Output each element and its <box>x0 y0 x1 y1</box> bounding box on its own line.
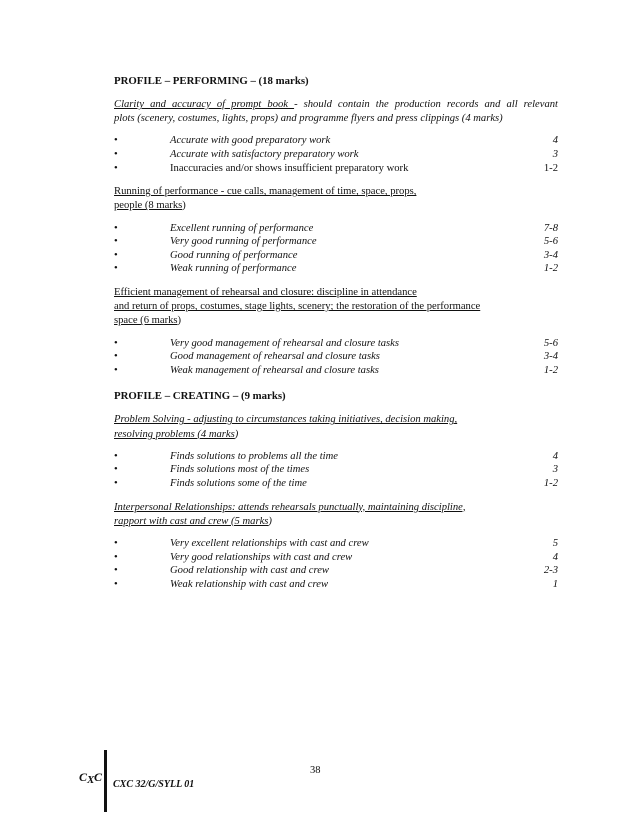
criterion-text: plots (scenery, costumes, lights, props) and programme flyers and press clippings (4 marks) <box>114 113 503 125</box>
criterion-description <box>114 98 558 126</box>
list-item <box>114 222 558 236</box>
item-marks: 1-2 <box>543 477 558 489</box>
bullet-icon: • <box>114 222 118 234</box>
list-item <box>114 262 558 276</box>
item-description: Finds solutions to problems all the time <box>170 450 338 462</box>
item-marks: 3 <box>552 464 558 476</box>
list-item <box>114 337 558 351</box>
item-description: Accurate with satisfactory preparatory work <box>170 149 359 160</box>
item-description: Inaccuracies and/or shows insufficient preparatory work <box>170 162 409 174</box>
bullet-icon: • <box>114 578 118 590</box>
criterion-title: space (6 marks <box>114 315 178 327</box>
item-description: Very good management of rehearsal and closure tasks <box>170 337 400 349</box>
criterion-text: ) <box>268 515 272 527</box>
list-item <box>114 477 558 491</box>
item-description: Very good running of performance <box>170 236 317 248</box>
list-item <box>114 249 558 263</box>
bullet-icon: • <box>114 464 118 476</box>
criterion-text: ) <box>182 200 186 212</box>
list-item <box>114 578 558 592</box>
document-body <box>114 74 558 591</box>
item-marks: 5-6 <box>543 337 558 349</box>
marks-list <box>114 450 558 491</box>
list-item <box>114 235 558 249</box>
item-description: Weak running of performance <box>170 263 297 275</box>
list-item <box>114 551 558 565</box>
criterion-title: resolving problems (4 marks <box>114 428 235 440</box>
section-heading: PROFILE – CREATING – (9 marks) <box>114 390 286 403</box>
list-item <box>114 162 558 176</box>
item-marks: 4 <box>552 450 558 462</box>
criterion-line <box>114 112 558 126</box>
syllabus-code: CXC 32/G/SYLL 01 <box>113 779 195 790</box>
item-marks: 1-2 <box>543 263 558 275</box>
item-marks: 1-2 <box>543 162 558 174</box>
criterion-line <box>114 199 558 213</box>
list-item <box>114 134 558 148</box>
criterion-description <box>114 413 558 441</box>
item-marks: 1-2 <box>543 364 558 376</box>
criterion-title: Clarity and accuracy of prompt book <box>114 99 295 110</box>
criterion-line <box>114 428 558 442</box>
svg-text:X: X <box>87 774 95 786</box>
criterion-line <box>114 515 558 529</box>
item-description: Excellent running of performance <box>170 222 314 234</box>
bullet-icon: • <box>114 351 118 363</box>
item-description: Finds solutions most of the times <box>170 464 310 476</box>
criterion-line <box>114 286 558 300</box>
bullet-icon: • <box>114 364 118 376</box>
item-description: Good relationship with cast and crew <box>170 565 329 577</box>
item-description: Good running of performance <box>170 249 298 261</box>
list-item <box>114 450 558 464</box>
item-marks: 7-8 <box>543 222 558 234</box>
list-item <box>114 350 558 364</box>
criterion-title: Interpersonal Relationships: attends rehearsals punctually, maintaining discipline, <box>114 501 466 513</box>
item-description: Good management of rehearsal and closure tasks <box>170 351 380 363</box>
marks-list <box>114 134 558 175</box>
bullet-icon: • <box>114 236 118 248</box>
criterion-title: and return of props, costumes, stage lights, scenery; the restoration of the performance <box>114 301 481 313</box>
marks-list <box>114 537 558 591</box>
criterion-text: ) <box>234 428 239 440</box>
criterion-line <box>114 300 558 314</box>
bullet-icon: • <box>114 263 118 275</box>
bullet-icon: • <box>114 249 118 261</box>
criterion-text: - should contain the production records and all relevant <box>294 99 558 110</box>
list-item <box>114 148 558 162</box>
bullet-icon: • <box>114 450 118 462</box>
section-heading: PROFILE – PERFORMING – (18 marks) <box>114 75 309 87</box>
criterion-title: Running of performance - cue calls, management of time, space, props, <box>114 186 417 198</box>
criterion-line <box>114 501 558 515</box>
marks-list <box>114 222 558 276</box>
bullet-icon: • <box>114 477 118 489</box>
bullet-icon: • <box>114 565 118 577</box>
item-marks: 4 <box>552 551 558 563</box>
bullet-icon: • <box>114 551 118 563</box>
criterion-title: rapport with cast and crew (5 marks <box>114 515 269 527</box>
list-item <box>114 463 558 477</box>
item-marks: 3-4 <box>543 351 558 363</box>
criterion-description <box>114 286 558 329</box>
bullet-icon: • <box>114 135 118 147</box>
bullet-icon: • <box>114 537 118 549</box>
criterion-title: people (8 marks <box>114 200 183 212</box>
list-item <box>114 564 558 578</box>
criterion-line <box>114 314 558 328</box>
item-description: Weak relationship with cast and crew <box>170 578 329 590</box>
criterion-text: ) <box>177 315 182 327</box>
item-marks: 3 <box>552 149 558 160</box>
item-marks: 1 <box>552 578 558 590</box>
bullet-icon: • <box>114 337 118 349</box>
criterion-description <box>114 501 558 529</box>
item-description: Very good relationships with cast and crew <box>170 551 353 563</box>
item-marks: 5-6 <box>543 236 558 248</box>
item-marks: 2-3 <box>543 565 558 577</box>
item-description: Accurate with good preparatory work <box>170 135 331 147</box>
item-description: Finds solutions some of the time <box>170 477 307 489</box>
item-marks: 4 <box>552 135 558 147</box>
item-marks: 3-4 <box>543 249 558 261</box>
list-item <box>114 364 558 378</box>
marks-list <box>114 337 558 378</box>
criterion-title: Problem Solving - adjusting to circumstances taking initiatives, decision making, <box>114 414 458 426</box>
footer-divider <box>104 750 107 812</box>
item-description: Very excellent relationships with cast and crew <box>170 537 369 549</box>
list-item <box>114 537 558 551</box>
item-description: Weak management of rehearsal and closure tasks <box>170 364 379 376</box>
page-number: 38 <box>310 765 321 776</box>
svg-text:C: C <box>79 770 88 784</box>
cxc-logo-icon <box>78 768 104 786</box>
criterion-title: Efficient management of rehearsal and closure: discipline in attendance <box>114 286 417 298</box>
criterion-line <box>114 413 558 427</box>
svg-text:C: C <box>94 770 103 784</box>
bullet-icon: • <box>114 162 118 174</box>
criterion-line <box>114 185 558 199</box>
bullet-icon: • <box>114 149 118 160</box>
item-marks: 5 <box>552 537 558 549</box>
criterion-line <box>114 98 558 112</box>
criterion-description <box>114 185 558 213</box>
